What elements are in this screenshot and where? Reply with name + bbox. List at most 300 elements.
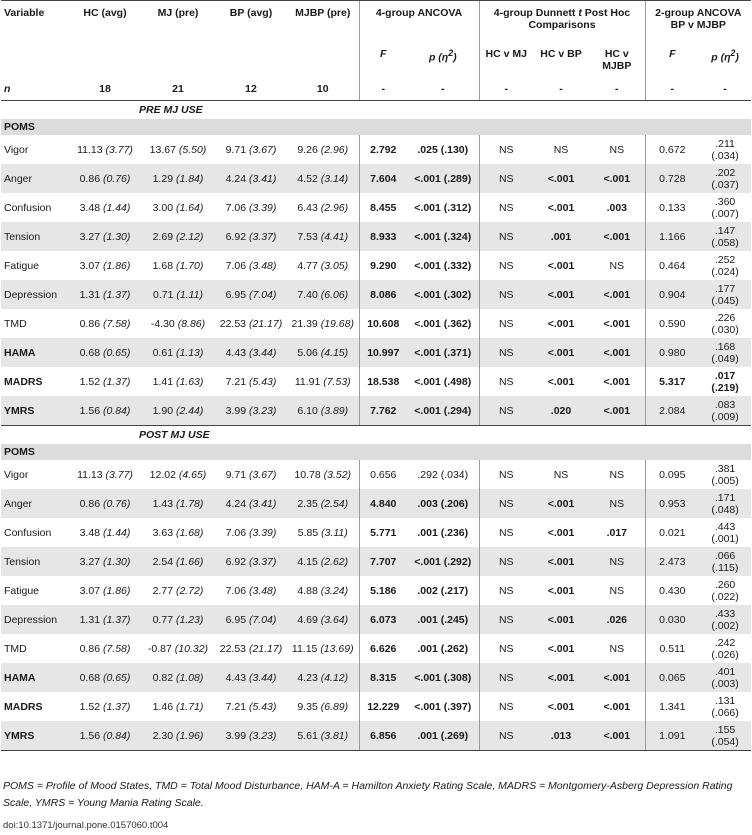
cell-hc-v-mj: NS [479,222,533,251]
cell-hc-sd: (7.58) [102,642,131,655]
cell-hc-v-mjbp: NS [609,584,625,597]
cell-bp-sd: (3.48) [248,259,277,272]
cell-bp [215,489,287,518]
cell-hc [69,692,141,721]
cell-p: <.001 (.294) [407,396,479,426]
cell-mj-mean: 2.54 [152,555,174,568]
cell-f: 18.538 [359,367,407,396]
cell-hc-mean: 3.07 [79,259,101,272]
cell-bp-mean: 9.71 [225,143,247,156]
cell-hc-v-mj: NS [479,338,533,367]
subheader-p2: p $(\eta^2)$ [711,48,739,64]
cell-hc-v-mjbp: <.001 [589,338,645,367]
cell-mj-sd: (1.84) [175,172,204,185]
cell-hc-v-mj: NS [479,164,533,193]
cell-mjbp-sd: (3.81) [320,729,349,742]
cell-mjbp-sd: (3.64) [320,613,349,626]
cell-variable: TMD [4,317,27,330]
cell-bp [215,547,287,576]
cell-bp-mean: 4.43 [225,346,247,359]
cell-hc [69,605,141,634]
cell-mj-mean: 1.68 [152,259,174,272]
cell-f2: 0.980 [645,338,699,367]
cell-bp [215,338,287,367]
cell-mjbp-mean: 7.40 [297,288,318,301]
cell-mj-mean: 0.82 [152,671,174,684]
cell-hc-v-bp: <.001 [533,489,589,518]
cell-hc-v-mj: NS [479,576,533,605]
table-row [1,489,751,518]
section-header [1,101,751,120]
n-dash: - [479,78,533,101]
cell-p: <.001 (.362) [414,317,472,330]
cell-p: <.001 (.289) [407,164,479,193]
header-2group-ancova: 2-group ANCOVA BP v MJBP [645,1,751,46]
table-body [1,45,751,751]
cell-bp-mean: 22.53 [219,642,247,655]
cell-mj-mean: 1.46 [152,700,174,713]
cell-hc [69,309,141,338]
cell-hc-mean: 0.68 [79,671,101,684]
table-row [1,547,751,576]
cell-bp-mean: 3.99 [225,729,247,742]
cell-mj-mean: 3.63 [152,526,174,539]
cell-p: <.001 (.312) [414,201,472,214]
cell-mjbp-mean: 2.35 [297,497,318,510]
cell-hc-sd: (0.84) [102,404,131,417]
cell-mj [141,518,215,547]
cell-hc-sd: (0.65) [102,346,131,359]
cell-p: .025 (.130) [417,143,469,156]
cell-hc-v-mjbp: NS [609,259,625,272]
cell-hc-mean: 3.27 [79,230,101,243]
cell-mj-sd: (1.63) [175,375,204,388]
cell-p: .003 (.206) [407,489,479,518]
cell-bp-sd: (3.37) [248,555,277,568]
category-row [1,444,751,460]
cell-bp [215,193,287,222]
cell-mjbp-mean: 10.78 [294,468,321,481]
cell-variable: YMRS [1,396,69,426]
cell-hc-sd: (7.58) [102,317,131,330]
cell-mj [141,721,215,751]
cell-f2: 0.953 [645,489,699,518]
cell-hc-v-mjbp: <.001 [589,396,645,426]
header-dunnett: 4-group Dunnett t Post Hoc Comparisons [479,1,645,46]
cell-hc [69,663,141,692]
cell-mjbp-sd: (13.69) [320,642,354,655]
cell-hc-mean: 1.31 [79,613,101,626]
cell-hc-v-mj: NS [479,396,533,426]
category-label: POMS [1,444,751,460]
cell-mj-sd: (2.72) [175,584,204,597]
cell-mjbp [287,251,359,280]
cell-hc-sd: (1.44) [102,201,131,214]
cell-hc-sd: (1.37) [102,375,131,388]
cell-bp-sd: (21.17) [248,642,283,655]
cell-hc-sd: (1.86) [102,584,131,597]
cell-bp-sd: (3.41) [248,172,277,185]
cell-hc-v-mj: NS [479,634,533,663]
cell-mjbp [287,222,359,251]
table-footnote: POMS = Profile of Mood States, TMD = Total Mood Disturbance, HAM-A = Hamilton Anxiety Rating Scale, MADRS = Montgomery-Asberg Depression Rating Scale, YMRS = Young Mania Rating Scale. [3,780,733,809]
cell-hc-mean: 3.27 [79,555,101,568]
cell-p: .001 (.269) [407,721,479,751]
cell-f2: 0.511 [645,634,699,663]
cell-mj-mean: 1.43 [152,497,174,510]
cell-bp-sd: (3.44) [248,346,277,359]
cell-mjbp-sd: (4.41) [320,230,349,243]
cell-mj [141,634,215,663]
cell-bp-sd: (3.67) [248,468,277,481]
cell-mjbp [287,338,359,367]
cell-bp-mean: 4.24 [225,172,247,185]
cell-mjbp-sd: (2.96) [320,143,349,156]
cell-hc-mean: 3.48 [79,526,101,539]
cell-hc-sd: (1.44) [102,526,131,539]
cell-bp-sd: (3.41) [248,497,277,510]
cell-mjbp-mean: 4.15 [297,555,318,568]
cell-mjbp-sd: (6.89) [320,700,349,713]
cell-f: 7.762 [359,396,407,426]
section-title: POST MJ USE [139,429,210,441]
cell-hc-sd: (0.76) [102,497,131,510]
cell-f2: 0.021 [645,518,699,547]
cell-mj-mean: 0.71 [152,288,174,301]
cell-mj-sd: (1.08) [175,671,204,684]
cell-p2: .017 (.219) [711,369,739,394]
cell-mjbp-sd: (2.54) [320,497,349,510]
cell-p2: .226 (.030) [711,311,739,336]
cell-hc-v-mjbp: NS [609,143,625,156]
cell-hc-v-bp: <.001 [533,605,589,634]
cell-hc-v-mj: NS [479,489,533,518]
cell-hc-mean: 1.31 [79,288,101,301]
cell-bp-sd: (5.43) [248,375,277,388]
cell-p2: .155 (.054) [699,721,751,751]
cell-hc-mean: 0.86 [79,642,101,655]
cell-mj [141,251,215,280]
cell-hc-sd: (1.30) [102,555,131,568]
cell-mjbp-mean: 4.69 [297,613,318,626]
cell-bp [215,460,287,489]
cell-hc-v-bp: <.001 [547,526,575,539]
cell-mj-mean: 1.29 [152,172,174,185]
cell-mjbp-mean: 4.88 [297,584,318,597]
cell-bp-mean: 7.06 [225,526,247,539]
cell-bp-sd: (5.43) [248,700,277,713]
cell-mjbp [287,489,359,518]
cell-p: <.001 (.302) [407,280,479,309]
cell-variable: Anger [1,489,69,518]
cell-mj-mean: 2.30 [152,729,174,742]
cell-mj [141,605,215,634]
cell-mjbp [287,576,359,605]
cell-mj-sd: (1.66) [175,555,204,568]
n-dash: - [589,78,645,101]
cell-mj-mean: 0.61 [152,346,174,359]
cell-bp [215,721,287,751]
cell-mjbp-sd: (3.11) [321,526,348,539]
cell-p: .002 (.217) [417,584,469,597]
cell-hc-v-mjbp: NS [589,547,645,576]
cell-mj-sd: (1.78) [175,497,204,510]
cell-hc-sd: (1.37) [102,288,131,301]
cell-mjbp-sd: (3.52) [323,468,352,481]
cell-bp [215,164,287,193]
cell-p: <.001 (.498) [414,375,472,388]
cell-bp-mean: 7.06 [225,584,247,597]
cell-hc-mean: 11.13 [77,143,103,156]
cell-bp [215,280,287,309]
n-bp: 12 [215,78,287,101]
n-mj: 21 [141,78,215,101]
cell-mjbp-mean: 4.52 [297,172,318,185]
cell-hc-v-bp: <.001 [547,584,575,597]
cell-mjbp-mean: 9.35 [297,700,318,713]
cell-mj-mean: 12.02 [149,468,176,481]
section-spacer [1,426,69,445]
cell-mj [141,576,215,605]
cell-f2: 0.672 [645,135,699,164]
cell-hc-mean: 0.86 [79,317,101,330]
cell-mjbp-sd: (2.96) [320,201,349,214]
cell-hc-v-mjbp: NS [609,468,625,481]
cell-p2: .171 (.048) [699,489,751,518]
cell-mj [141,309,215,338]
header-bp: BP (avg) [215,1,287,46]
cell-hc-v-mj: NS [479,721,533,751]
cell-mj [141,663,215,692]
table-row [1,692,751,721]
table-row [1,460,751,489]
cell-hc-v-bp: .020 [533,396,589,426]
cell-mj [141,367,215,396]
cell-f: 8.933 [359,222,407,251]
cell-mjbp-sd: (3.89) [320,404,349,417]
cell-f2: 1.091 [645,721,699,751]
cell-mjbp-sd: (3.14) [320,172,349,185]
cell-f2: 0.590 [645,309,699,338]
cell-mjbp [287,396,359,426]
cell-hc-v-mjbp: <.001 [589,721,645,751]
cell-variable: Depression [1,605,69,634]
cell-p2: .066 (.115) [699,547,751,576]
doi-text: doi:10.1371/journal.pone.0157060.t004 [3,820,169,831]
header-mjbp: MJBP (pre) [287,1,359,46]
cell-f: 10.608 [359,309,407,338]
cell-f2: 0.030 [645,605,699,634]
cell-p2: .433 (.002) [699,605,751,634]
cell-p: .001 (.236) [417,526,469,539]
n-dash: - [699,78,751,101]
cell-p2: .211 (.034) [711,137,739,162]
cell-p: <.001 (.292) [407,547,479,576]
cell-variable: Vigor [4,468,29,481]
cell-bp [215,663,287,692]
table-row [1,396,751,426]
cell-mj-mean: 1.41 [152,375,174,388]
cell-mjbp-mean: 5.85 [297,526,319,539]
cell-p2: .177 (.045) [699,280,751,309]
cell-mjbp-mean: 7.53 [297,230,318,243]
cell-hc [69,193,141,222]
cell-p2: .401 (.003) [699,663,751,692]
cell-bp-mean: 6.95 [225,288,247,301]
cell-mjbp-mean: 6.43 [297,201,318,214]
cell-mj-sd: (1.96) [175,729,204,742]
cell-p2: .360 (.007) [711,195,739,220]
cell-bp-sd: (7.04) [248,613,277,626]
cell-p: <.001 (.332) [414,259,472,272]
header-4group-ancova: 4-group ANCOVA [359,1,479,46]
cell-mj [141,489,215,518]
cell-bp [215,309,287,338]
header-variable: Variable [1,1,69,46]
cell-hc-v-mjbp: .017 [606,526,627,539]
cell-mj-mean: 2.77 [152,584,174,597]
cell-bp [215,518,287,547]
header-mj: MJ (pre) [141,1,215,46]
cell-bp-sd: (3.44) [248,671,277,684]
cell-mj-sd: (1.23) [175,613,204,626]
cell-f2: 2.473 [645,547,699,576]
cell-mj-sd: (2.12) [175,230,204,243]
cell-f: 7.707 [359,547,407,576]
cell-mjbp-mean: 21.39 [291,317,318,330]
cell-mj [141,135,215,164]
cell-bp-sd: (7.04) [248,288,277,301]
cell-mj [141,280,215,309]
cell-f: 6.626 [359,634,407,663]
cell-bp-mean: 7.06 [225,259,247,272]
cell-bp-mean: 4.24 [225,497,247,510]
table-row [1,164,751,193]
cell-bp-mean: 9.71 [225,468,247,481]
cell-hc-v-bp: <.001 [533,547,589,576]
cell-mj-sd: (1.70) [175,259,204,272]
cell-hc [69,721,141,751]
cell-hc-mean: 1.52 [79,375,101,388]
cell-mjbp-sd: (4.15) [320,346,349,359]
cell-f2: 0.728 [645,164,699,193]
cell-f2: 0.464 [645,251,699,280]
cell-bp-sd: (3.39) [248,201,277,214]
cell-hc [69,338,141,367]
cell-p2: .168 (.049) [699,338,751,367]
cell-hc-v-mj: NS [479,692,533,721]
cell-mjbp [287,692,359,721]
cell-mj [141,460,215,489]
cell-hc [69,135,141,164]
cell-hc [69,547,141,576]
cell-mjbp-sd: (3.24) [320,584,349,597]
cell-hc-mean: 1.52 [79,700,101,713]
cell-mjbp [287,309,359,338]
cell-f: 5.186 [359,576,407,605]
cell-p2: .252 (.024) [711,253,739,278]
n-dash: - [359,78,407,101]
table-row [1,605,751,634]
cell-hc-mean: 11.13 [77,468,103,481]
cell-p2: .260 (.022) [711,578,739,603]
cell-mjbp-mean: 5.61 [297,729,318,742]
table-row [1,518,751,547]
cell-hc-v-bp: <.001 [533,338,589,367]
cell-p2: .202 (.037) [699,164,751,193]
cell-hc-v-bp: .013 [533,721,589,751]
cell-p: <.001 (.324) [407,222,479,251]
cell-hc [69,576,141,605]
cell-bp-sd: (3.37) [248,230,277,243]
cell-f2: 0.430 [645,576,699,605]
cell-bp-mean: 6.92 [225,230,247,243]
cell-mj-sd: (1.64) [175,201,204,214]
cell-hc-v-mjbp: <.001 [589,164,645,193]
cell-mj [141,338,215,367]
cell-f: 9.290 [359,251,407,280]
cell-mj-sd: (8.86) [177,317,206,330]
n-dash: - [533,78,589,101]
category-row [1,119,751,135]
section-spacer [1,101,69,120]
header-hc: HC (avg) [69,1,141,46]
cell-mj-mean: 13.67 [149,143,176,156]
cell-mj-mean: 0.77 [152,613,174,626]
cell-f: 8.315 [359,663,407,692]
cell-f2: 5.317 [645,367,699,396]
section-header [1,426,751,445]
cell-p: <.001 (.397) [414,700,472,713]
cell-hc-v-mjbp: <.001 [589,280,645,309]
cell-f: 4.840 [359,489,407,518]
n-dash: - [645,78,699,101]
cell-mjbp [287,634,359,663]
cell-hc-sd: (1.37) [102,700,131,713]
cell-bp-mean: 7.06 [225,201,247,214]
cell-hc [69,251,141,280]
table-row [1,367,751,396]
cell-hc [69,489,141,518]
cell-hc-sd: (1.86) [102,259,131,272]
cell-variable: Vigor [4,143,29,156]
cell-mjbp [287,135,359,164]
cell-f2: 1.341 [645,692,699,721]
cell-hc-sd: (0.84) [102,729,131,742]
cell-f: 8.086 [359,280,407,309]
cell-p2: .083 (.009) [699,396,751,426]
table-row [1,280,751,309]
cell-hc-v-mj: NS [479,547,533,576]
cell-bp-sd: (3.67) [248,143,277,156]
cell-mj-mean: 2.69 [152,230,174,243]
cell-hc-sd: (0.76) [102,172,131,185]
cell-f: 10.997 [359,338,407,367]
cell-bp-mean: 3.99 [225,404,247,417]
cell-hc-mean: 3.07 [79,584,101,597]
cell-bp-mean: 4.43 [225,671,247,684]
cell-bp [215,396,287,426]
n-dash: - [407,78,479,101]
cell-hc-v-mj: NS [479,193,533,222]
results-table [1,0,751,751]
cell-f: 8.455 [359,193,407,222]
cell-variable: Fatigue [4,584,40,597]
cell-mjbp-mean: 6.10 [297,404,318,417]
cell-mjbp [287,367,359,396]
cell-variable: Tension [1,222,69,251]
cell-bp [215,367,287,396]
